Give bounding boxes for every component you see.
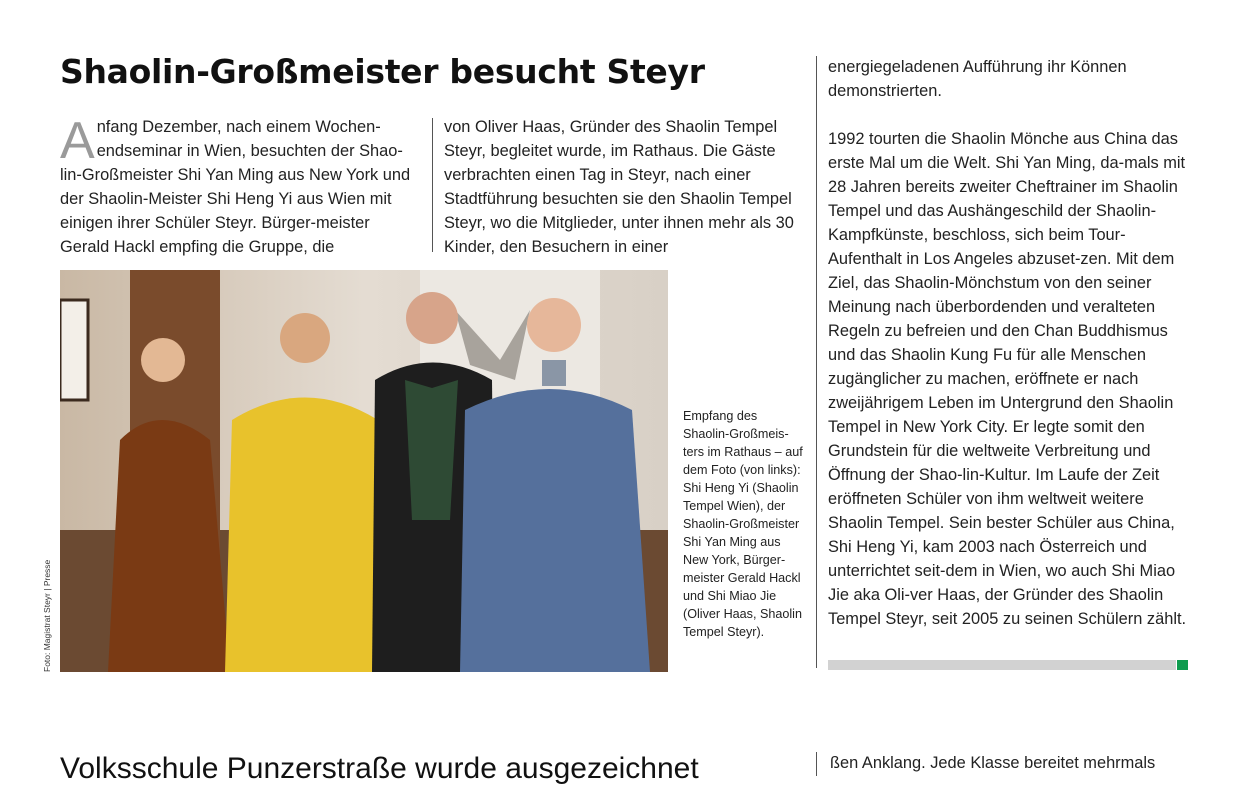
group-photo-illustration [60, 270, 668, 672]
next-article-text: ßen Anklang. Jede Klasse bereitet mehrmals [830, 754, 1156, 772]
next-article-headline: Volksschule Punzerstraße wurde ausgezeichnet [60, 752, 699, 785]
article-end-marker [1177, 660, 1188, 670]
article-photo [60, 270, 668, 672]
column-divider [432, 118, 433, 252]
article-column-1 [60, 112, 420, 259]
column-2-text: von Oliver Haas, Gründer des Shaolin Tempel Steyr, begleitet wurde, im Rathaus. Die Gäste verbrachten einen Tag in Steyr, nach einer Stadtführung besuchten sie den Shaolin Tempel Steyr, wo die Mitglieder, unter ihnen mehr als 30 Kinder, den Besuchern in einer [444, 118, 794, 256]
article-column-3 [828, 55, 1190, 631]
column-3-paragraph-1: energiegeladenen Aufführung ihr Können demonstrierten. [828, 58, 1127, 100]
article-headline: Shaolin-Großmeister besucht Steyr [60, 52, 705, 91]
photo-credit: Foto: Magistrat Steyr | Presse [42, 559, 52, 672]
column-1-text: nfang Dezember, nach einem Wochen-endseminar in Wien, besuchten der Shao-lin-Großmeister Shi Yan Ming aus New York und der Shaolin-Meister Shi Heng Yi aus Wien mit einigen ihrer Schüler Steyr. Bürger-meister Gerald Hackl empfing die Gruppe, die [60, 118, 411, 256]
article-column-2 [444, 115, 804, 259]
column-3-paragraph-2: 1992 tourten die Shaolin Mönche aus China das erste Mal um die Welt. Shi Yan Ming, da-mals mit 28 Jahren bereits zweiter Cheftrainer im Shaolin Tempel und das Aushängeschild der Shaolin-Kampfkünste, beschloss, sich beim Tour-Aufenthalt in Los Angeles abzuset-zen. Mit dem Ziel, das Shaolin-Mönchstum von den seiner Meinung nach überbordenden und veralteten Regeln zu befreien und den Chan Buddhismus und das Shaolin Kung Fu für alle Menschen zugänglicher zu machen, eröffnete er nach zweijährigem Leben im Untergrund den Shaolin Tempel in New York City. Er legte somit den Grundstein für die weltweite Verbreitung und Öffnung der Shao-lin-Kultur. Im Laufe der Zeit eröffneten Schüler von ihm weltweit weitere Shaolin Tempel. Sein bester Schüler aus China, Shi Heng Yi, kam 2003 nach Österreich und unterrichtet seit-dem in Wien, wo auch Shi Miao Jie aka Oli-ver Haas, der Gründer des Shaolin Tempel Steyr, seit 2005 zu seinen Schülern zählt. [828, 130, 1187, 628]
column-divider [816, 56, 817, 668]
article-end-bar [828, 660, 1176, 670]
column-divider [816, 752, 817, 776]
photo-caption: Empfang des Shaolin-Großmeis-ters im Rathaus – auf dem Foto (von links): Shi Heng Yi (Shaolin Tempel Wien), der Shaolin-Großmeister Shi Yan Ming aus New York, Bürger-meister Gerald Hackl und Shi Miao Jie (Oliver Haas, Shaolin Tempel Steyr). [683, 409, 803, 639]
drop-cap: A [60, 112, 95, 170]
